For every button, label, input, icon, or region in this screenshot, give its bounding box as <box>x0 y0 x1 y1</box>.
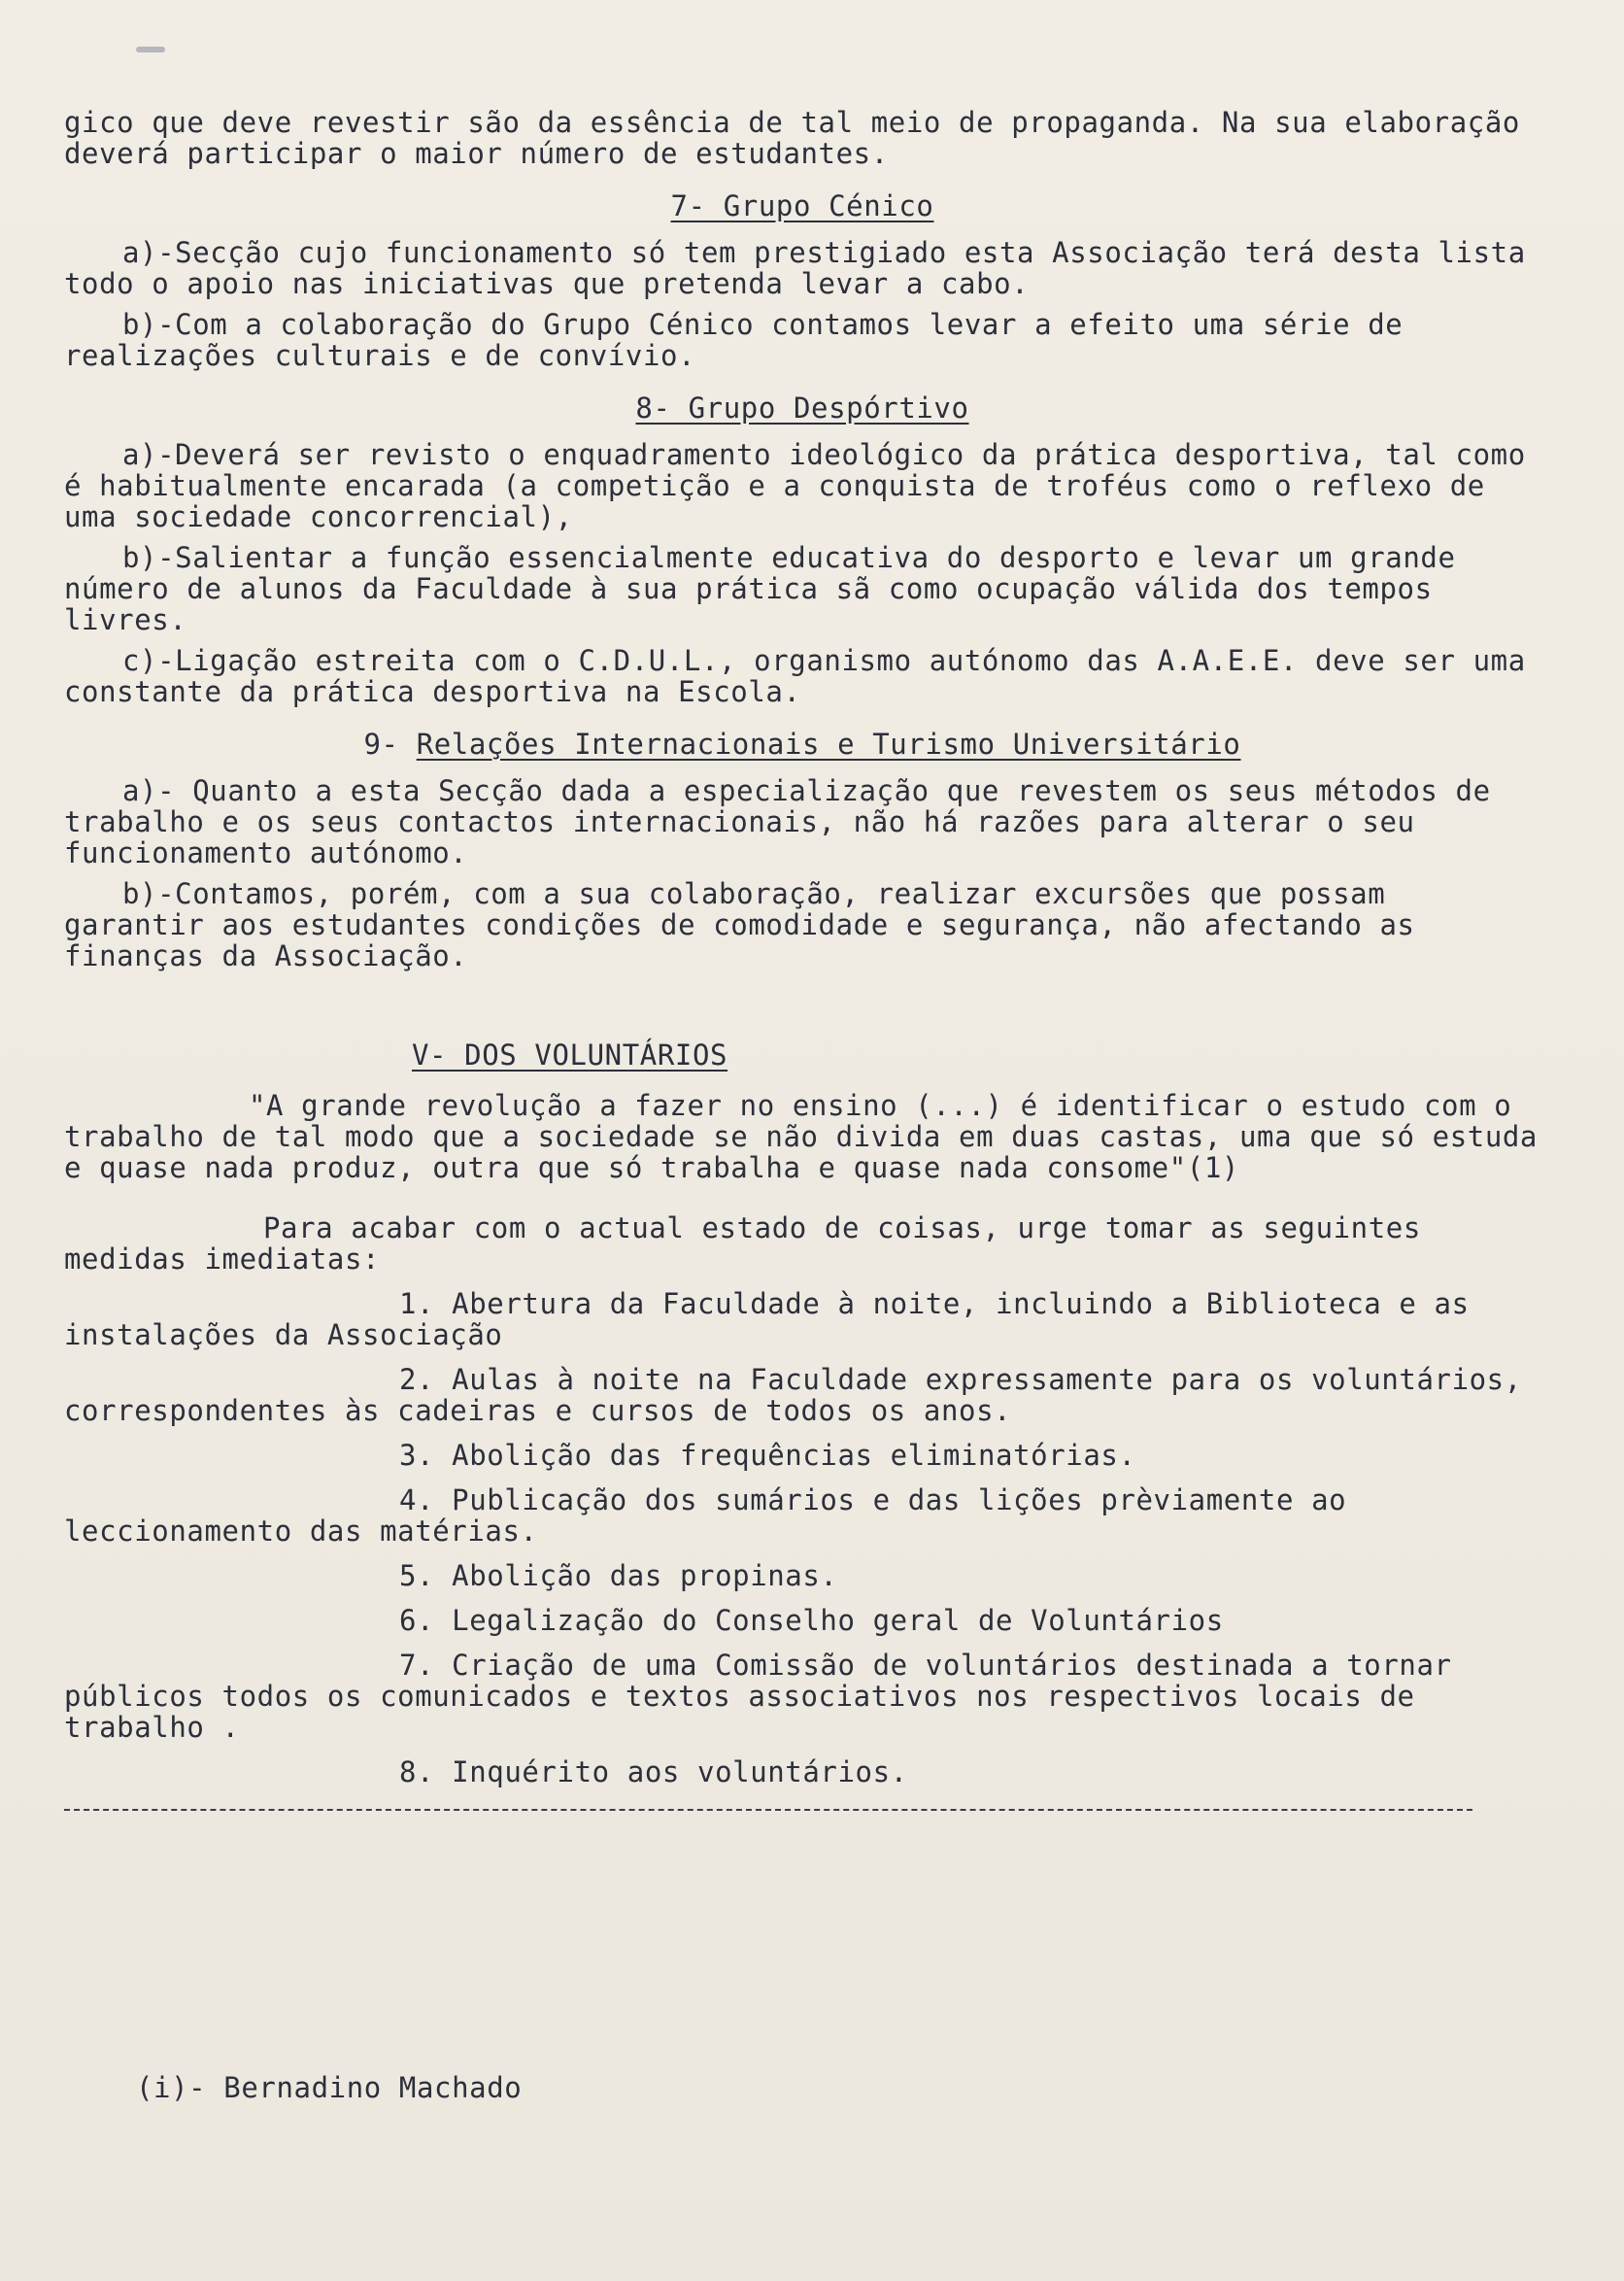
section-9-a: a)- Quanto a esta Secção dada a especialização que revestem os seus métodos de trabalho e os seus contactos internacionais, não há razões para alterar o seu funcionamento autónomo. <box>64 774 1508 869</box>
document-body <box>64 106 1556 1811</box>
measure-item: 5. Abolição das propinas. <box>399 1559 838 1592</box>
measure-item: 1. Abertura da Faculdade à noite, incluindo a Biblioteca e as instalações da Associação <box>64 1287 1487 1351</box>
section-8-a: a)-Deverá ser revisto o enquadramento ideológico da prática desportiva, tal como é habitualmente encarada (a competição e a conquista de troféus como o reflexo de uma sociedade concorrencial), <box>64 438 1543 533</box>
section-v-intro: Para acabar com o actual estado de coisas, urge tomar as seguintes medidas imediatas: <box>64 1211 1438 1276</box>
section-7-b: b)-Com a colaboração do Grupo Cénico contamos levar a efeito uma série de realizações culturais e de convívio. <box>64 308 1421 372</box>
section-7-heading <box>64 190 1540 221</box>
section-8-c: c)-Ligação estreita com o C.D.U.L., organismo autónomo das A.A.E.E. deve ser uma constante da prática desportiva na Escola. <box>64 644 1543 708</box>
section-8-heading <box>64 392 1540 424</box>
section-9-b: b)-Contamos, porém, com a sua colaboração, realizar excursões que possam garantir aos estudantes condições de comodidade e segurança, não afectando as finanças da Associação. <box>64 877 1433 972</box>
measure-item: 7. Criação de uma Comissão de voluntários destinada a tornar públicos todos os comunicados e textos associativos nos respectivos locais de trabalho . <box>64 1649 1470 1744</box>
section-9-prefix: 9- <box>363 728 417 761</box>
measure-item: 4. Publicação dos sumários e das lições prèviamente ao leccionamento das matérias. <box>64 1483 1365 1548</box>
measure-item: 2. Aulas à noite na Faculdade expressamente para os voluntários, correspondentes às cadeiras e cursos de todos os anos. <box>64 1363 1539 1427</box>
dashed-divider <box>64 1809 1472 1811</box>
section-7-title: 7- Grupo Cénico <box>670 189 934 222</box>
section-v-heading <box>64 1039 1540 1071</box>
section-v-title: V- DOS VOLUNTÁRIOS <box>412 1038 728 1072</box>
measure-item: 6. Legalização do Conselho geral de Voluntários <box>399 1604 1224 1637</box>
intro-paragraph: gico que deve revestir são da essência de tal meio de propaganda. Na sua elaboração deverá participar o maior número de estudantes. <box>64 106 1538 170</box>
paper-mark <box>136 47 165 52</box>
footnote: (i)- Bernadino Machado <box>136 2071 523 2104</box>
section-8-title: 8- Grupo Despórtivo <box>635 392 969 425</box>
measure-item: 8. Inquérito aos voluntários. <box>399 1755 908 1788</box>
section-8-b: b)-Salientar a função essencialmente educativa do desporto e levar um grande número de alunos da Faculdade à sua prática sã como ocupação válida dos tempos livres. <box>64 541 1473 636</box>
section-7-a: a)-Secção cujo funcionamento só tem prestigiado esta Associação terá desta lista todo o apoio nas iniciativas que pretenda levar a cabo. <box>64 236 1543 300</box>
measure-item: 3. Abolição das frequências eliminatórias. <box>399 1439 1136 1472</box>
section-9-heading <box>64 729 1540 760</box>
section-9-title: Relações Internacionais e Turismo Universitário <box>416 728 1241 761</box>
section-v-quote: "A grande revolução a fazer no ensino (...) é identificar o estudo com o trabalho de tal modo que a sociedade se não divida em duas castas, uma que só estuda e quase nada produz, outra que só trabalha e quase nada consome"(1) <box>64 1089 1556 1184</box>
